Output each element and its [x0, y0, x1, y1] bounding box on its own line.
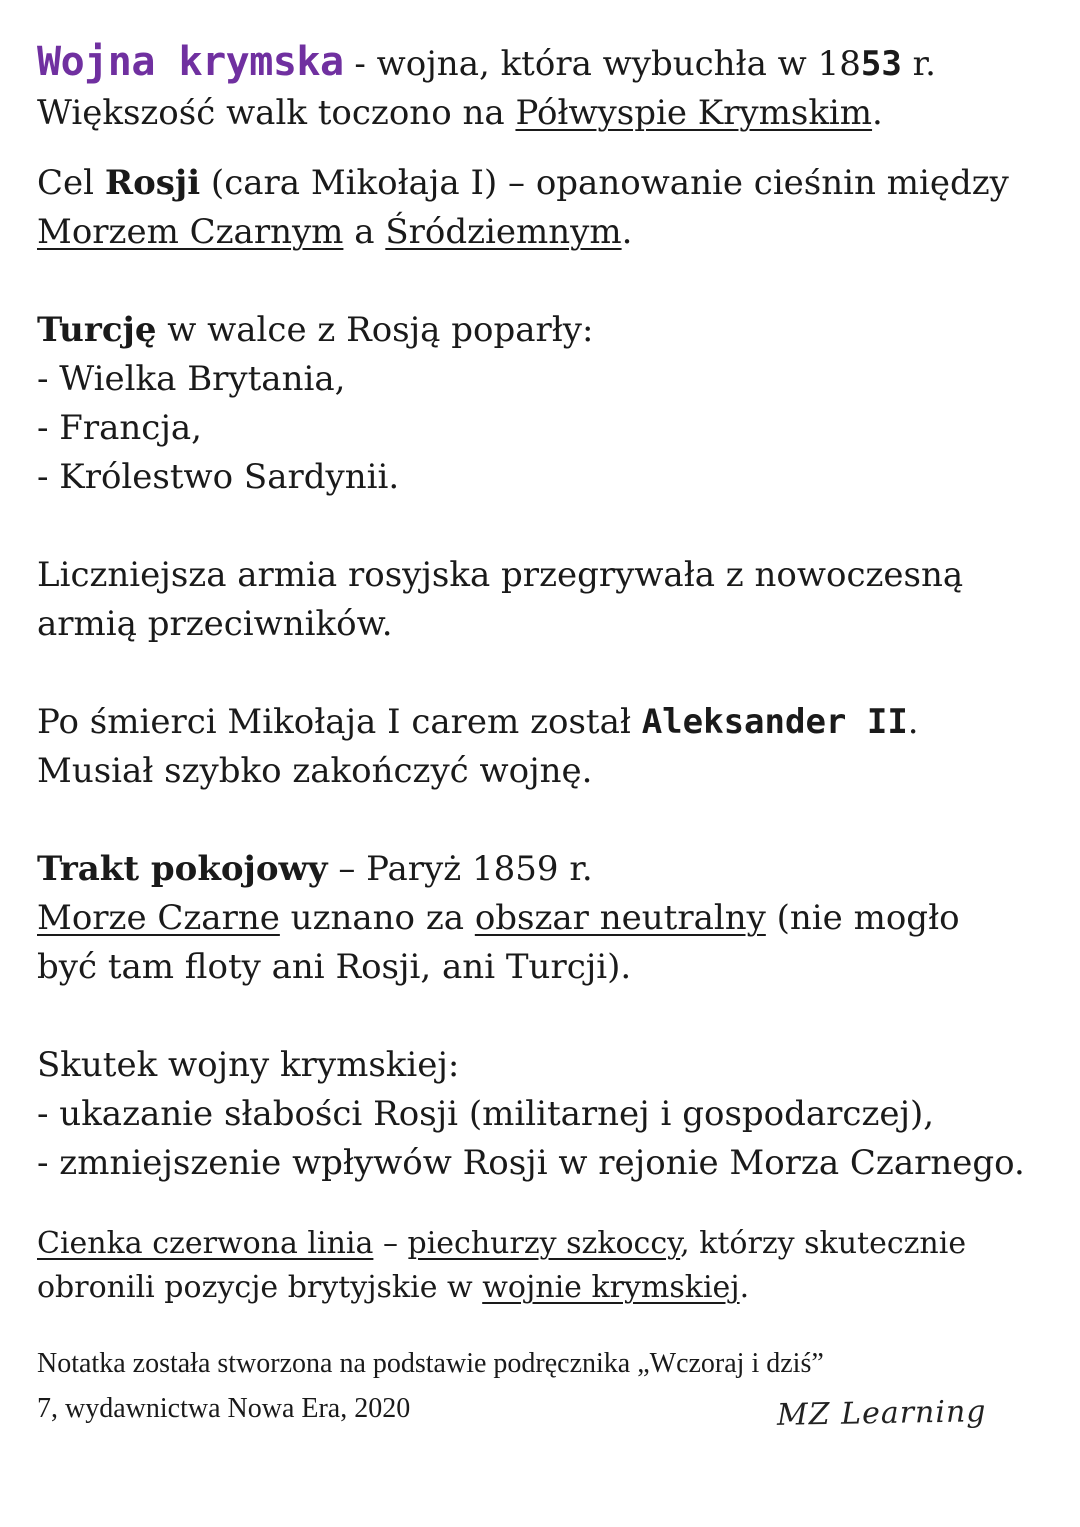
intro-line-2: Większość walk toczono na Półwyspie Krymskim. [37, 93, 883, 133]
treaty-line-2: Morze Czarne uznano za obszar neutralny (nie mogło [37, 898, 960, 938]
crimean-war-term: wojnie krymskiej [482, 1270, 740, 1305]
crimea-term: Półwyspie Krymskim [515, 93, 873, 133]
tsar-line-1: Po śmierci Mikołaja I carem został Aleksander II. [37, 702, 919, 742]
army-line-1: Liczniejsza armia rosyjska przegrywała z nowoczesną [37, 555, 964, 595]
black-sea-term-2: Morze Czarne [37, 898, 280, 938]
thin-red-line-term: Cienka czerwona linia [37, 1226, 374, 1261]
russia-bold: Rosji [104, 163, 201, 203]
effects-heading: Skutek wojny krymskiej: [37, 1045, 460, 1085]
goal-line-1: Cel Rosji (cara Mikołaja I) – opanowanie cieśnin między [37, 163, 1009, 203]
effect-item: - ukazanie słabości Rosji (militarnej i gospodarczej), [37, 1094, 935, 1134]
effect-item: - zmniejszenie wpływów Rosji w rejonie Morza Czarnego. [37, 1143, 1025, 1183]
turkey-bold: Turcję [37, 310, 157, 350]
ally-item: - Francja, [37, 408, 202, 448]
ally-item: - Wielka Brytania, [37, 359, 346, 399]
redline-line-2: obronili pozycje brytyjskie w wojnie krymskiej. [37, 1270, 750, 1305]
scottish-infantry-term: piechurzy szkoccy [407, 1226, 681, 1261]
source-note-line-2: 7, wydawnictwa Nowa Era, 2020 [37, 1393, 411, 1424]
alexander-bold: Aleksander II [641, 702, 908, 742]
author-signature: MZ Learning [776, 1394, 987, 1433]
year-bold: 53 [860, 44, 902, 84]
intro-line-1: Wojna krymska - wojna, która wybuchła w 1853 r. [37, 39, 936, 85]
treaty-line-3: być tam floty ani Rosji, ani Turcji). [37, 947, 632, 987]
tsar-line-2: Musiał szybko zakończyć wojnę. [37, 751, 593, 791]
army-line-2: armią przeciwników. [37, 604, 393, 644]
ally-item: - Królestwo Sardynii. [37, 457, 400, 497]
goal-line-2: Morzem Czarnym a Śródziemnym. [37, 212, 633, 252]
treaty-heading: Trakt pokojowy – Paryż 1859 r. [37, 849, 593, 889]
source-note-line-1: Notatka została stworzona na podstawie podręcznika „Wczoraj i dziś” [37, 1348, 824, 1379]
allies-heading: Turcję w walce z Rosją poparły: [37, 310, 594, 350]
redline-line-1: Cienka czerwona linia – piechurzy szkoccy, którzy skutecznie [37, 1226, 967, 1261]
title: Wojna krymska [37, 39, 344, 85]
note-page [37, 38, 1047, 1431]
black-sea-term: Morzem Czarnym [37, 212, 344, 252]
treaty-bold: Trakt pokojowy [37, 849, 328, 889]
mediterranean-term: Śródziemnym [385, 212, 622, 252]
neutral-area-term: obszar neutralny [474, 898, 766, 938]
